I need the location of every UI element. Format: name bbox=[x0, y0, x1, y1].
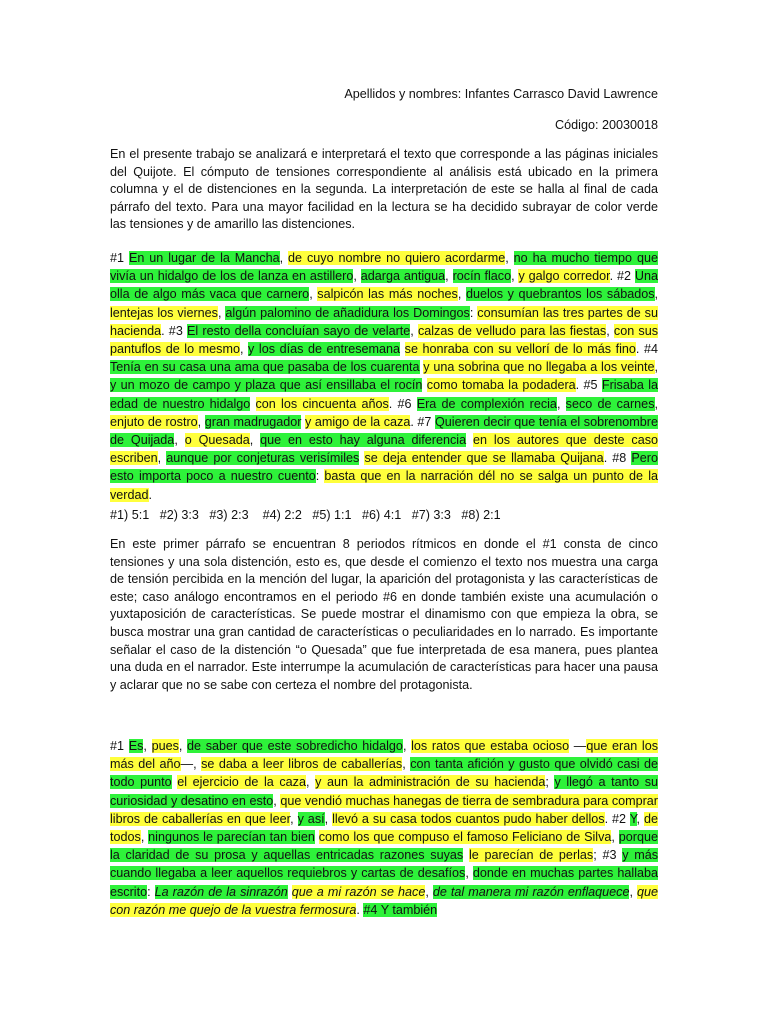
p2-text-segment: ; #3 bbox=[593, 848, 623, 863]
p1-text-segment: . #2 bbox=[609, 269, 635, 284]
p1-text-segment: : bbox=[315, 469, 325, 484]
p2-distension-segment: llevó a su casa todos cuantos pudo haber dellos bbox=[332, 811, 605, 826]
p1-distension-segment: consumían las tres partes de su hacienda bbox=[110, 305, 658, 338]
p1-text-segment: , bbox=[279, 251, 289, 265]
p1-text-segment: , bbox=[505, 251, 514, 265]
p1-distension-segment: con los cincuenta años bbox=[255, 396, 389, 411]
p1-text-segment: , bbox=[556, 396, 566, 411]
p1-text-segment: , bbox=[217, 305, 226, 320]
p2-distension-segment: el ejercicio de la caza bbox=[177, 775, 306, 790]
p1-tension-segment: no ha mucho tiempo que vivía un hidalgo de los de lanza en astillero bbox=[110, 251, 658, 284]
p2-distension-segment: se daba a leer libros de caballerías bbox=[201, 757, 403, 772]
p2-text-segment: : bbox=[147, 884, 155, 899]
p1-distension-segment: como tomaba la podadera bbox=[426, 378, 576, 393]
p1-distension-segment: de cuyo nombre no quiero acordarme bbox=[288, 251, 506, 265]
p2-text-segment: , bbox=[324, 811, 333, 826]
p1-tension-segment: Quieren decir que tenía el sobrenombre de Quijada bbox=[110, 414, 658, 448]
p1-text-segment: , bbox=[511, 269, 519, 284]
p1-text-segment: , bbox=[174, 433, 185, 448]
p2-tension-segment: de saber que este sobredicho hidalgo bbox=[187, 739, 403, 753]
p2-tension-segment: y llegó a tanto su curiosidad y desatino en esto bbox=[110, 775, 659, 808]
p2-distension-segment: y aun la administración de su hacienda bbox=[315, 775, 546, 790]
p1-text-segment: , bbox=[654, 287, 659, 302]
p1-distension-segment: y amigo de la caza bbox=[305, 414, 411, 429]
p1-tension-segment: El resto della concluían sayo de velarte bbox=[187, 323, 411, 338]
p2-tension-segment: y más cuando llegaba a leer aquellos requiebros y cartas de desafíos bbox=[110, 848, 658, 881]
p1-text-segment: , bbox=[654, 396, 658, 411]
p1-text-segment: . #4 bbox=[635, 342, 658, 357]
p1-tension-segment: aunque por conjeturas verisímiles bbox=[166, 451, 360, 466]
p2-tension-segment: La razón de la sinrazón bbox=[154, 884, 288, 899]
p1-distension-segment: o Quesada bbox=[184, 433, 250, 448]
p1-text-segment: , bbox=[457, 287, 466, 302]
p1-text-segment: , bbox=[157, 451, 167, 466]
student-code-line: Código: 20030018 bbox=[555, 118, 658, 132]
p2-text-segment: . #2 bbox=[604, 811, 630, 826]
p2-distension-segment: los ratos que estaba ocioso bbox=[411, 739, 570, 753]
p1-tension-segment: algún palomino de añadidura los Domingos bbox=[225, 305, 470, 320]
p2-text-segment: ; bbox=[545, 775, 555, 790]
p2-text-segment: , bbox=[140, 830, 149, 845]
p1-text-segment bbox=[466, 433, 473, 447]
p1-text-segment: #1 bbox=[110, 251, 129, 265]
p1-distension-segment: se deja entender que se llamaba Quijana bbox=[364, 451, 604, 466]
p1-tension-segment: seco de carnes bbox=[565, 396, 655, 411]
p1-text-segment: : bbox=[469, 305, 478, 320]
p1-text-segment bbox=[250, 397, 255, 411]
p2-text-segment: , bbox=[611, 830, 619, 845]
intro-paragraph: En el presente trabajo se analizará e interpretará el texto que corresponde a las páginas iniciales del Quijote. El cómputo de tensiones correspondiente al análisis está ubicado en la primera columna y el de distenciones en la segunda. La interpretación de este se halla al final de cada párrafo del texto. Para una mayor facilidad en la lectura se ha decidido subrayar de color verde las tensiones y de amarillo las distenciones. bbox=[110, 147, 658, 232]
p2-tension-segment: ningunos le parecían tan bien bbox=[148, 830, 315, 845]
p1-text-segment: . #3 bbox=[161, 323, 188, 338]
p2-text-segment: , bbox=[305, 775, 316, 790]
p2-distension-segment: de todos bbox=[110, 811, 658, 845]
p1-distension-segment: y galgo corredor bbox=[518, 269, 610, 284]
p2-tension-segment: con tanta afición y gusto que olvidó casi de todo punto bbox=[110, 757, 659, 790]
p2-text-segment: — bbox=[569, 739, 587, 753]
p2-tension-segment: de tal manera mi razón enflaquece bbox=[432, 884, 630, 899]
highlighted-paragraph-1 bbox=[110, 249, 658, 504]
p1-text-segment: , bbox=[249, 433, 261, 448]
p1-tension-segment: rocín flaco bbox=[452, 269, 512, 284]
p1-text-segment: , bbox=[353, 269, 361, 284]
tension-count-line: #1) 5:1 #2) 3:3 #3) 2:3 #4) 2:2 #5) 1:1 #6) 4:1 #7) 3:3 #8) 2:1 bbox=[110, 508, 501, 522]
p1-distension-segment: calzas de velludo para las fiestas bbox=[417, 323, 607, 338]
p2-text-segment: , bbox=[273, 793, 281, 808]
analysis-paragraph: En este primer párrafo se encuentran 8 periodos rítmicos en donde el #1 consta de cinco tensiones y una sola distención, esto es, que desde el comienzo el texto nos muestra una carga de tensión percibida en la mención del lugar, la aparición del protagonista y las características de este; caso análogo encontramos en el periodo #6 en donde también existe una acumulación o yuxtaposición de características. Se puede mostrar el dinamismo con que empieza la obra, se busca mostrar una gran cantidad de características o peculiaridades en lo narrado. Es importante señalar el caso de la distención “o Quesada” que fue interpretada de esa manera, pues plantea una duda en el narrador. Este interrumpe la acumulación de características para hacer una pausa y aclarar que no se sabe con certeza el nombre del protagonista. bbox=[110, 537, 658, 692]
p2-distension-segment: que eran los más del año bbox=[110, 739, 659, 772]
p1-tension-segment: y los días de entresemana bbox=[248, 342, 401, 357]
p2-text-segment: , bbox=[143, 739, 152, 753]
p1-distension-segment: basta que en la narración dél no se salga un punto de la verdad bbox=[110, 469, 658, 502]
p2-text-segment: . bbox=[356, 902, 364, 917]
p1-tension-segment: Una olla de algo más vaca que carnero bbox=[110, 269, 659, 302]
p1-text-segment: , bbox=[654, 360, 659, 375]
p1-distension-segment: salpicón las más noches bbox=[317, 287, 458, 302]
p1-distension-segment: lentejas los viernes bbox=[110, 305, 218, 320]
p1-tension-segment: Tenía en su casa una ama que pasaba de los cuarenta bbox=[110, 360, 420, 375]
p1-text-segment: . #6 bbox=[388, 396, 417, 411]
p2-distension-segment: que con razón me quejo de la vuestra fermosura bbox=[110, 884, 659, 917]
p1-text-segment: . bbox=[148, 487, 153, 502]
p1-tension-segment: que en esto hay alguna diferencia bbox=[260, 433, 467, 448]
p1-tension-segment: Frisaba la edad de nuestro hidalgo bbox=[110, 378, 659, 411]
p2-distension-segment: como los que compuso el famoso Feliciano de Silva bbox=[318, 830, 612, 845]
p2-text-segment: , bbox=[178, 739, 188, 753]
p2-text-segment: , bbox=[402, 757, 411, 772]
p2-distension-segment: pues bbox=[151, 739, 179, 753]
p1-text-segment: , bbox=[309, 287, 318, 302]
p2-text-segment: , bbox=[629, 884, 638, 899]
p1-text-segment bbox=[400, 342, 405, 356]
author-name-line: Apellidos y nombres: Infantes Carrasco David Lawrence bbox=[344, 87, 658, 101]
p1-text-segment: . #7 bbox=[410, 414, 435, 429]
p1-tension-segment: Era de complexión recia bbox=[416, 396, 557, 411]
p1-tension-segment: duelos y quebrantos los sábados bbox=[465, 287, 655, 302]
p1-distension-segment: se honraba con su vellorí de lo más fino bbox=[404, 342, 636, 357]
p2-text-segment: #1 bbox=[110, 739, 129, 753]
p2-tension-segment: #4 Y también bbox=[363, 902, 438, 917]
p1-distension-segment: en los autores que deste caso escriben bbox=[110, 433, 658, 466]
p1-distension-segment: con sus pantuflos de lo mesmo bbox=[110, 323, 658, 357]
p2-tension-segment: y así bbox=[297, 811, 325, 826]
p2-tension-segment: porque la claridad de su prosa y aquellas entricadas razones suyas bbox=[110, 830, 658, 863]
p2-tension-segment: donde en muchas partes hallaba escrito bbox=[110, 866, 658, 899]
p2-tension-segment: Es bbox=[128, 739, 144, 753]
p1-distension-segment: y una sobrina que no llegaba a los veinte bbox=[423, 360, 655, 375]
p2-text-segment: , bbox=[465, 866, 473, 881]
p1-text-segment: , bbox=[239, 342, 249, 357]
p1-distension-segment: enjuto de rostro bbox=[110, 414, 198, 429]
p1-text-segment: . #5 bbox=[575, 378, 602, 393]
p1-text-segment: . #8 bbox=[603, 451, 632, 466]
p2-tension-segment: Y bbox=[629, 811, 637, 826]
p1-tension-segment: y un mozo de campo y plaza que así ensillaba el rocín bbox=[110, 378, 423, 393]
p2-distension-segment: que vendió muchas hanegas de tierra de sembradura para comprar libros de caballerías en que leer bbox=[110, 793, 659, 826]
p2-text-segment: —, bbox=[180, 757, 202, 772]
p1-tension-segment: gran madrugador bbox=[204, 414, 302, 429]
p2-text-segment: , bbox=[636, 811, 644, 826]
p1-text-segment: , bbox=[445, 269, 453, 284]
p1-text-segment: , bbox=[197, 414, 205, 429]
p1-tension-segment: adarga antigua bbox=[360, 269, 446, 284]
p1-tension-segment: En un lugar de la Mancha bbox=[128, 251, 280, 265]
p2-distension-segment: que a mi razón se hace bbox=[291, 884, 426, 899]
p1-text-segment: , bbox=[410, 323, 418, 338]
p2-text-segment: , bbox=[402, 739, 412, 753]
highlighted-paragraph-2 bbox=[110, 737, 658, 919]
p2-distension-segment: le parecían de perlas bbox=[468, 848, 594, 863]
p2-text-segment: , bbox=[290, 811, 298, 826]
p1-text-segment: , bbox=[606, 323, 614, 338]
p1-tension-segment: Pero esto importa poco a nuestro cuento bbox=[110, 451, 659, 484]
p2-text-segment: , bbox=[425, 884, 433, 899]
